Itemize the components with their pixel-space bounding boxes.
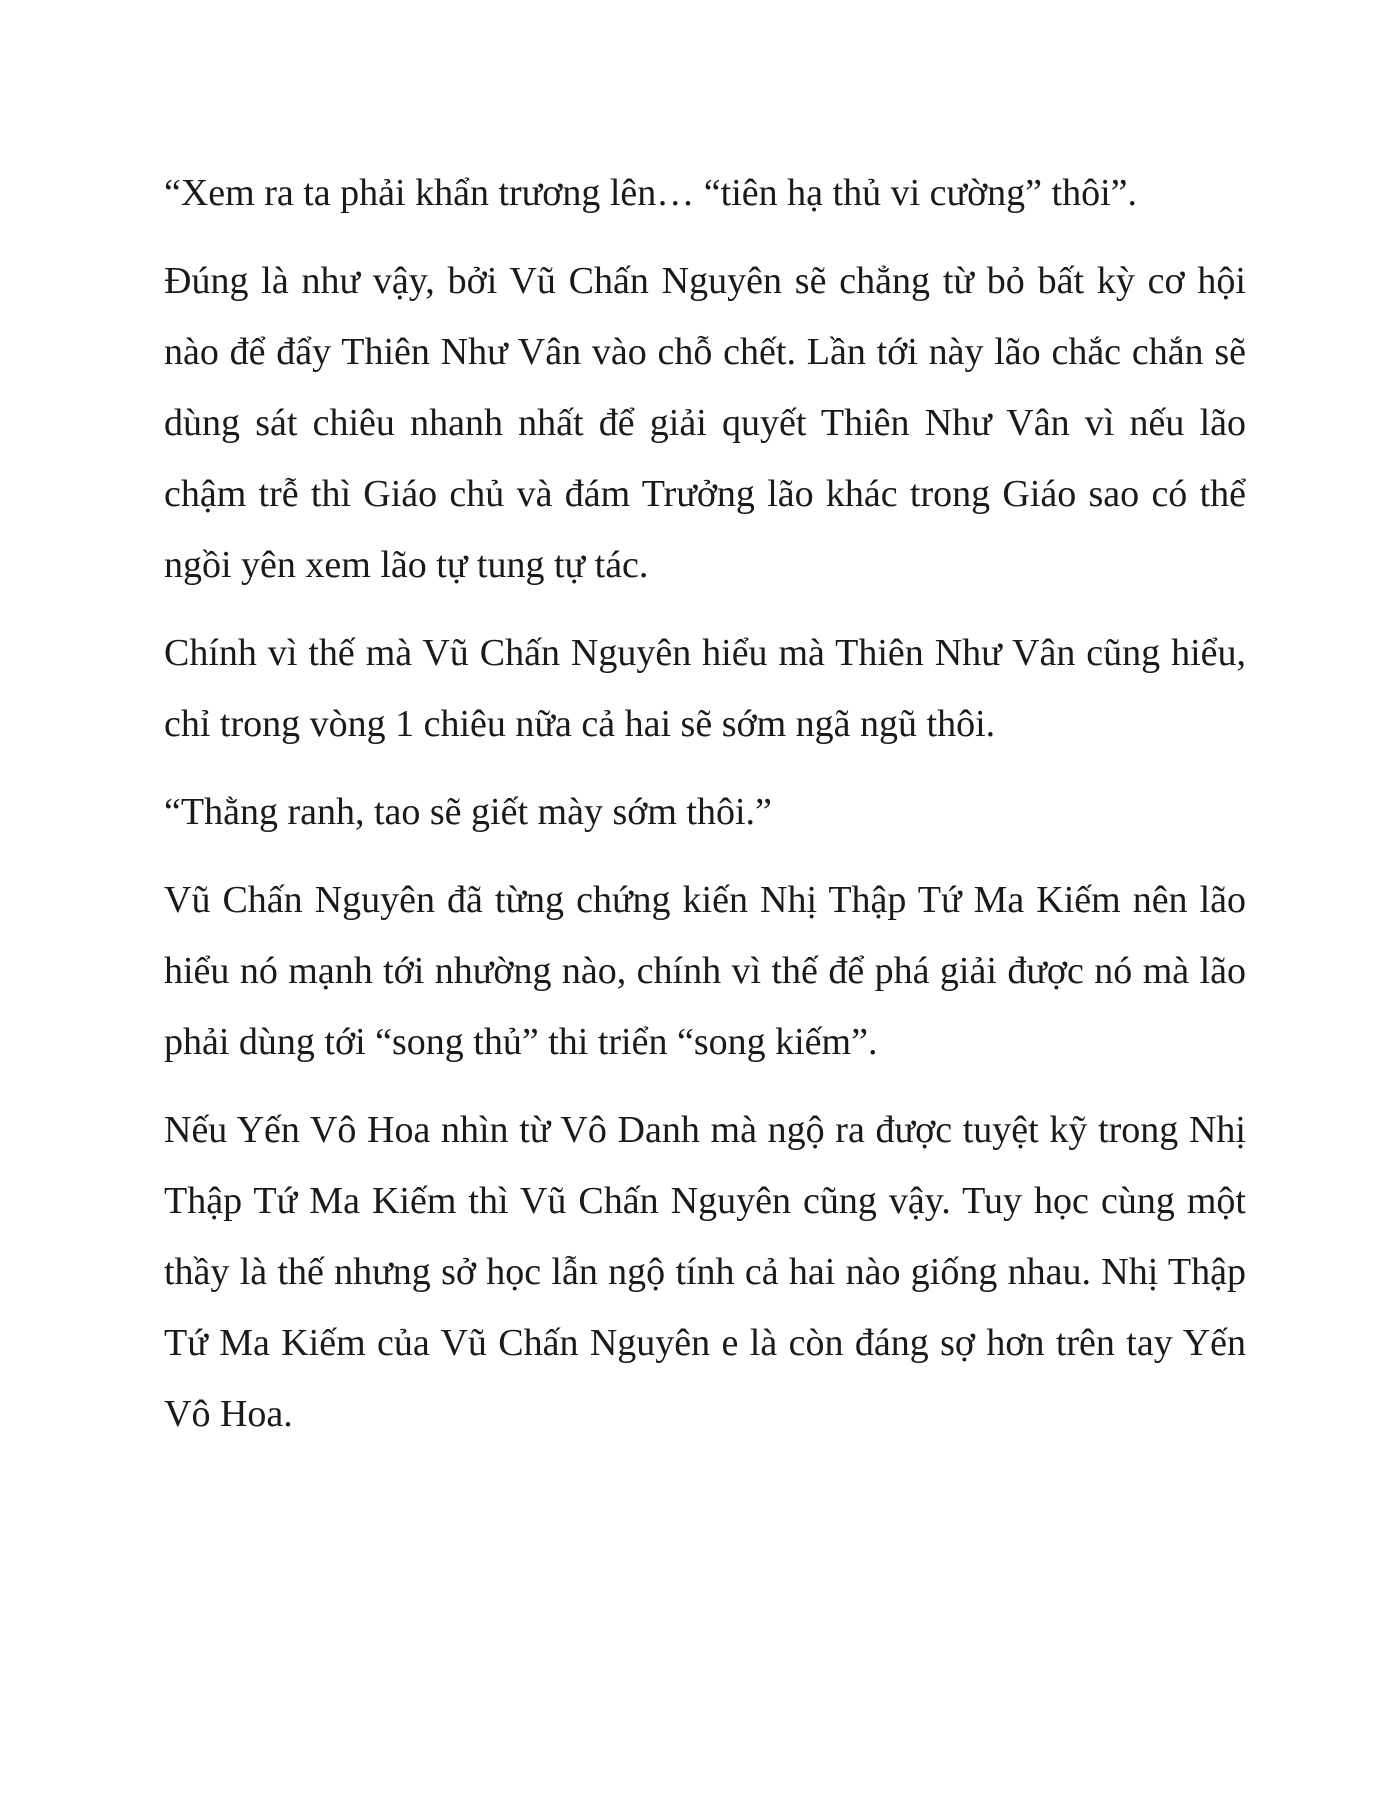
paragraph: Nếu Yến Vô Hoa nhìn từ Vô Danh mà ngộ ra được tuyệt kỹ trong Nhị Thập Tứ Ma Kiếm thì Vũ Chấn Nguyên cũng vậy. Tuy học cùng một thầy là thế nhưng sở học lẫn ngộ tính cả hai nào giống nhau. Nhị Thập Tứ Ma Kiếm của Vũ Chấn Nguyên e là còn đáng sợ hơn trên tay Yến Vô Hoa.: [164, 1109, 1246, 1435]
paragraph: Đúng là như vậy, bởi Vũ Chấn Nguyên sẽ chẳng từ bỏ bất kỳ cơ hội nào để đẩy Thiên Như Vân vào chỗ chết. Lần tới này lão chắc chắn sẽ dùng sát chiêu nhanh nhất để giải quyết Thiên Như Vân vì nếu lão chậm trễ thì Giáo chủ và đám Trưởng lão khác trong Giáo sao có thể ngồi yên xem lão tự tung tự tác.: [164, 260, 1246, 586]
paragraph: “Xem ra ta phải khẩn trương lên… “tiên hạ thủ vi cường” thôi”.: [164, 172, 1138, 214]
paragraph: Chính vì thế mà Vũ Chấn Nguyên hiểu mà Thiên Như Vân cũng hiểu, chỉ trong vòng 1 chiêu nữa cả hai sẽ sớm ngã ngũ thôi.: [164, 632, 1246, 745]
document-body: [164, 158, 1246, 1467]
paragraph: Vũ Chấn Nguyên đã từng chứng kiến Nhị Thập Tứ Ma Kiếm nên lão hiểu nó mạnh tới nhường nào, chính vì thế để phá giải được nó mà lão phải dùng tới “song thủ” thi triển “song kiếm”.: [164, 879, 1246, 1063]
paragraph: “Thằng ranh, tao sẽ giết mày sớm thôi.”: [164, 791, 772, 833]
